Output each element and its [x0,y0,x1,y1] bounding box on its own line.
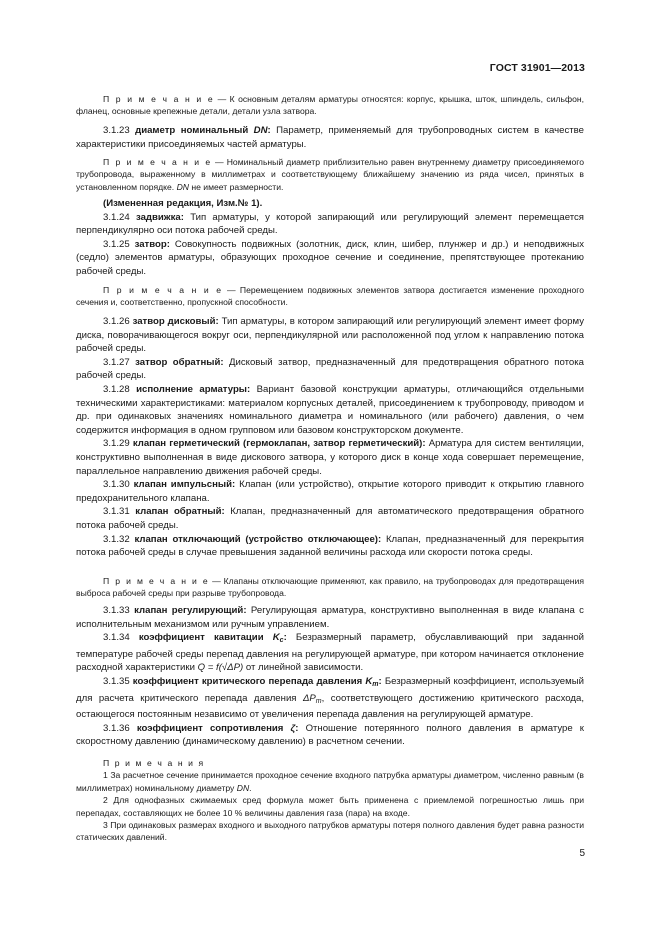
term: затвор дисковый: [132,316,219,327]
definition: Совокупность подвижных (золотник, диск, клин, шибер, плунжер и др.) и неподвижных (седло) элементов арматуры, образующих проходное сечение и соединение, препятствующее протеканию рабочей среды. [76,238,585,277]
notes-label: П р и м е ч а н и я [103,758,205,768]
note-label: П р и м е ч а н и е [103,94,215,104]
term-subscript: c [279,637,284,645]
note-3: 3 При одинаковых размерах входного и выходного патрубков арматуры потеря полного давления будет равна разности статических давлений. [76,820,584,843]
note-shutoff-valves [76,575,584,600]
term: коэффициент кавитации [138,632,264,644]
term-symbol: DN [253,125,268,136]
clause-3-1-23: 3.1.23 диаметр номинальный DN: Параметр, применяемый для трубопроводных систем в качестве характеристики присоединяемых частей арматуры. [76,125,585,150]
clause-number: 3.1.35 [103,675,130,687]
definition: Безразмерный параметр, обуславливающий при заданной температуре рабочей среды перепад давления на регулирующей арматуре, при котором начинается отклонение расходной характеристики [76,632,585,674]
clauses-3-1-26-32 [76,315,584,560]
notes-final [76,757,584,844]
definition: Клапан (или устройство), открытие которого приводит к открытию главного предохранительного клапана. [76,479,584,504]
term-symbol: K [272,632,280,644]
note-main-parts [76,93,584,118]
note-label: П р и м е ч а н и е [103,157,212,167]
definition: Тип арматуры, в котором запирающий или регулирующий элемент имеет форму диска, поворачивающегося вокруг оси, перпендикулярной или расположенной под углом к направлению потока рабочей среды. [76,316,584,355]
definition: Регулирующая арматура, конструктивно выполненная в виде клапана с исполнительным механизмом или ручным управлением. [76,605,584,630]
clause-number: 3.1.27 [103,356,130,368]
note-text: — Номинальный диаметр приблизительно равен внутреннему диаметру присоединяемого трубопровода, выраженному в миллиметрах и соответствующему ближайшему значению из ряда чисел, принятых в установленном порядке. [76,157,584,192]
clauses-3-1-24-25 [76,197,584,279]
definition: Арматура для систем вентиляции, конструктивно выполненная в виде дискового затвора, у которого диск в конце хода совершает перемещение, параллельное направлению движения рабочей среды. [76,438,585,477]
clause-number: 3.1.24 [103,211,130,223]
definition: Клапан, предназначенный для автоматического предотвращения обратного потока рабочей среды. [76,506,585,531]
clause-number: 3.1.31 [103,506,130,518]
term: затвор: [134,238,170,250]
term: клапан импульсный: [133,479,236,491]
term: коэффициент критического перепада давления [132,675,363,687]
pressure-symbol: ΔP [302,692,316,704]
term: исполнение арматуры: [136,383,251,395]
page-number: 5 [579,848,585,859]
note-text: — Клапаны отключающие применяют, как правило, на трубопроводах для предотвращения выброса рабочей среды при разрыве трубопровода. [76,576,584,599]
note-text-end: не имеет размерности. [189,181,284,192]
clause-number: 3.1.36 [103,722,130,734]
definition-end: от линейной зависимости. [245,662,364,674]
note-text: — Перемещением подвижных элементов затвора достигается изменение проходного сечения и, соответственно, пропускной способности. [76,285,584,308]
term-symbol: ζ [290,722,296,734]
note-gate-elements [76,284,584,309]
note-label: П р и м е ч а н и е [103,285,223,295]
amended-edition: (Измененная редакция, Изм.№ 1). [103,198,263,209]
note-nominal-diameter [76,156,584,193]
definition: Дисковый затвор, предназначенный для предотвращения обратного потока рабочей среды. [76,356,584,382]
note-text: — К основным деталям арматуры относятся: корпус, крышка, шток, шпиндель, сильфон, фланец, основные крепежные детали, детали узла затвора. [76,94,584,117]
standard-number: ГОСТ 31901—2013 [489,62,585,74]
clause-number: 3.1.30 [103,479,130,491]
clause-number: 3.1.23 [103,125,130,136]
term-subscript: m [372,680,379,688]
term: коэффициент сопротивления [136,722,284,734]
definition: Вариант базовой конструкции арматуры, отличающийся отдельными техническими характеристиками: материалом корпусных деталей, присоединением к трубопроводу, приводом и др. при одинаковых значениях номинального диаметра и номинального (или рабочего) давления, о чем содержится информация в одном групповом или базовом конструкторском документе. [76,383,584,436]
note-1: 1 За расчетное сечение принимается проходное сечение входного патрубка арматуры диаметром, численно равным (в миллиметрах) номинальному диаметру [76,770,584,793]
clause-number: 3.1.28 [103,383,130,395]
clause-number: 3.1.29 [103,438,130,450]
pressure-subscript: m [315,697,322,705]
definition: Параметр, применяемый для трубопроводных систем в качестве характеристики присоединяемых частей арматуры. [76,125,585,150]
clause-number: 3.1.33 [103,605,130,616]
note-label: П р и м е ч а н и е [103,576,210,586]
note-1-end: . [249,782,252,793]
term: клапан герметический (гермоклапан, затвор герметический): [132,438,426,450]
definition: Тип арматуры, у которой запирающий или регулирующий элемент перемещается перпендикулярно оси потока рабочей среды. [76,211,584,237]
definition: Клапан, предназначенный для перекрытия потока рабочей среды в случае превышения заданной величины расхода или скорости потока среды. [76,533,584,559]
definition-end: , соответствующего достижению критического расхода, остающегося постоянным независимо от увеличения перепада давления на регулирующей арматуре. [76,692,584,721]
clause-number: 3.1.32 [103,533,130,545]
term: клапан регулирующий: [134,605,247,616]
clause-number: 3.1.34 [103,632,130,644]
definition: Отношение потерянного полного давления в арматуре к скоростному давлению (динамическому давлению) в расчетном сечении. [76,722,585,748]
term: затвор обратный: [135,356,224,368]
note-2: 2 Для однофазных сжимаемых сред формула может быть применена с приемлемой погрешностью лишь при перепадах, составляющих не более 10 % величины давления газа (пара) на входе. [76,795,584,818]
note-symbol: DN [176,181,189,192]
term: диаметр номинальный [135,125,249,136]
clause-number: 3.1.25 [103,238,130,250]
term: задвижка: [135,211,184,223]
term: клапан обратный: [135,506,225,518]
clauses-3-1-33-36: 3.1.33 клапан регулирующий: Регулирующая арматура, конструктивно выполненная в виде клапана с исполнительным механизмом или ручным управлением. 3.1.34 коэффициент кавитации $K_c$: Безразмерный параметр, обуславливающий при заданной температуре рабочей среды перепад давления на регулирующей арматуре, при котором начинается отклонение расходной характеристики Q = f(√ΔP) от линейной зависимости. 3.1.35 коэффициент критического перепада давления $K_m$: Безразмерный коэффициент, используемый для расчета критического перепада давления $\Delta P_m$, соответствующего достижению критического расхода, остающегося постоянным независимо от увеличения перепада давления на регулирующей арматуре. 3.1.36 коэффициент сопротивления ζ: Отношение потерянного полного давления в арматуре к скоростному давлению (динамическому давлению) в расчетном сечении. [76,605,585,748]
term: клапан отключающий (устройство отключающее): [134,533,382,545]
clause-number: 3.1.26 [103,316,130,327]
note-1-symbol: DN [236,782,250,793]
term-symbol: K [365,675,373,687]
formula: Q = f(√ΔP) [197,662,244,674]
definition: Безразмерный коэффициент, используемый для расчета критического перепада давления [76,675,584,704]
